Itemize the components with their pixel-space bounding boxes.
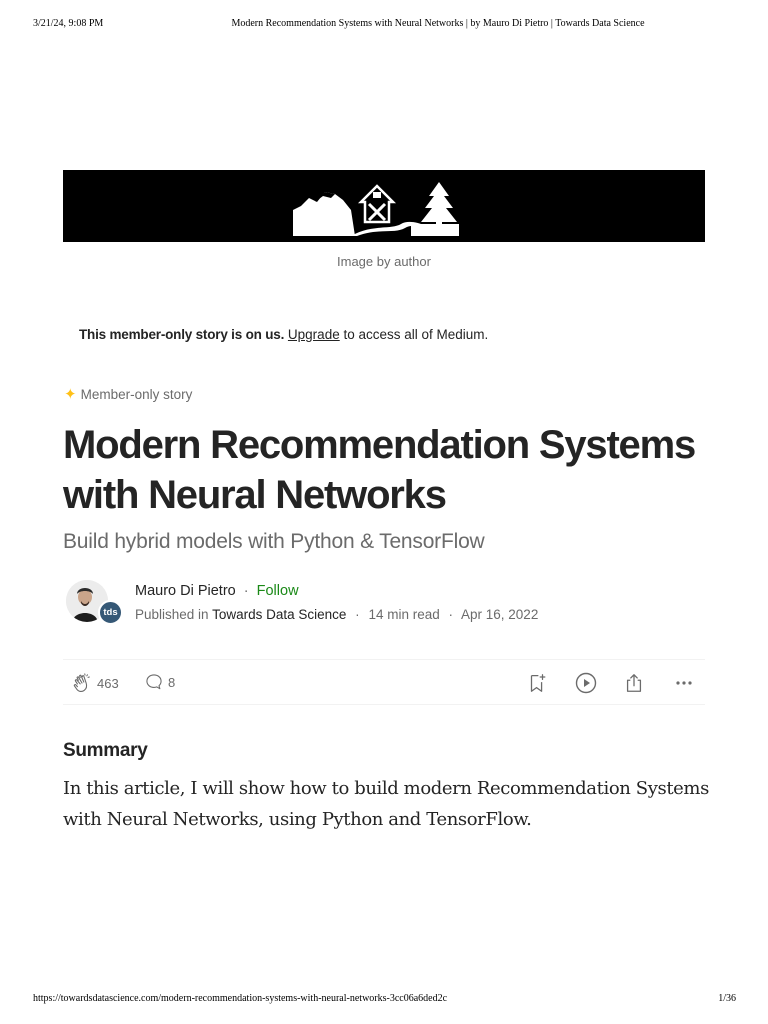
clap-count: 463 (97, 675, 119, 691)
hero-image (63, 170, 705, 242)
print-date: 3/21/24, 9:08 PM (33, 18, 104, 29)
clap-icon (71, 672, 93, 694)
publish-date: Apr 16, 2022 (461, 607, 539, 622)
separator-dot: · (243, 583, 249, 599)
member-only-text: Member-only story (80, 386, 193, 402)
separator-dot: · (448, 607, 453, 622)
more-options-icon[interactable] (672, 671, 696, 700)
separator-dot: · (355, 607, 360, 622)
share-icon[interactable] (623, 671, 645, 700)
print-page-number: 1/36 (718, 993, 736, 1004)
hero-caption: Image by author (337, 254, 431, 269)
member-banner-rest: to access all of Medium. (343, 327, 489, 342)
print-doc-title: Modern Recommendation Systems with Neural Networks | by Mauro Di Pietro | Towards Data Science (231, 18, 645, 29)
article-title: Modern Recommendation Systems with Neural Networks (63, 423, 696, 517)
member-banner-bold: This member-only story is on us. (79, 327, 285, 342)
responses-button[interactable] (144, 672, 175, 692)
meta-line (135, 607, 538, 622)
section-heading: Summary (63, 740, 148, 761)
published-in-label: Published in (135, 607, 209, 622)
action-bar (63, 659, 705, 705)
star-icon: ✦ (64, 386, 77, 403)
hero-illustration (291, 180, 461, 236)
author-line (135, 583, 299, 599)
publication-badge[interactable]: tds (98, 600, 123, 625)
summary-paragraph: In this article, I will show how to build modern Recommendation Systems with Neural Networks, using Python and TensorFlow. (63, 778, 709, 830)
publication-link[interactable]: Towards Data Science (212, 607, 347, 622)
member-banner (79, 327, 488, 342)
author-name[interactable]: Mauro Di Pietro (135, 583, 236, 599)
follow-button[interactable]: Follow (256, 583, 299, 599)
clap-button[interactable] (71, 672, 119, 694)
bookmark-icon[interactable] (526, 671, 548, 700)
play-icon[interactable] (574, 671, 598, 700)
response-count: 8 (168, 674, 176, 690)
upgrade-link[interactable]: Upgrade (287, 327, 340, 342)
read-time: 14 min read (368, 607, 440, 622)
print-url: https://towardsdatascience.com/modern-recommendation-systems-with-neural-networks-3cc06a6ded2c (33, 993, 448, 1004)
article-subtitle: Build hybrid models with Python & TensorFlow (63, 530, 485, 553)
comment-icon (144, 672, 164, 692)
member-only-label (64, 385, 192, 403)
